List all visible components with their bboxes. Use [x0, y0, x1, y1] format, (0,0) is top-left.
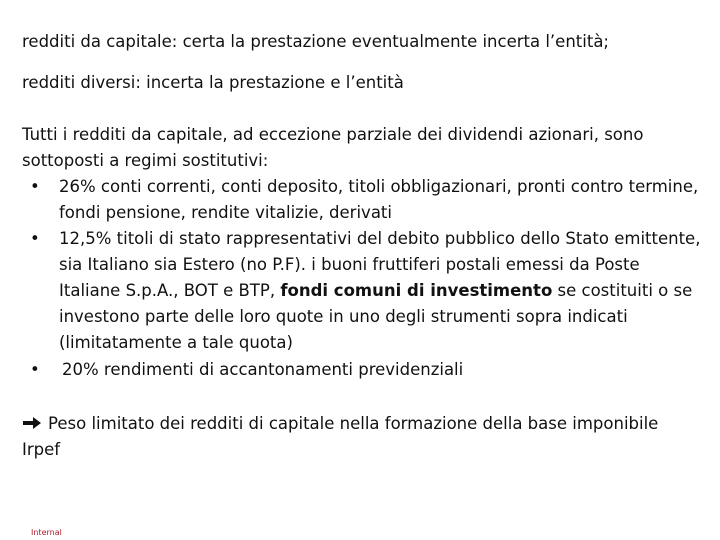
paragraph-intro-line-1: Tutti i redditi da capitale, ad eccezione parziale dei dividendi azionari, sono — [22, 125, 644, 144]
paragraph-intro — [22, 122, 643, 174]
list-item-text: 20% rendimenti di accantonamenti previdenziali — [62, 360, 464, 379]
list-item-text-part: se costituiti o se investono parte delle loro quote in uno degli strumenti sopra indicati (limitatamente a tale quota) — [59, 281, 693, 352]
text-line-redditi-diversi: redditi diversi: incerta la prestazione e l’entità — [22, 73, 404, 92]
bullet-icon: • — [30, 177, 40, 196]
list-item — [22, 357, 702, 383]
list-item-text — [59, 226, 702, 356]
list-item — [22, 226, 702, 356]
paragraph-intro-line-2: sottoposti a regimi sostitutivi: — [22, 151, 269, 170]
list-item — [22, 174, 702, 226]
footer-classification-label: Internal — [31, 528, 62, 537]
conclusion-label: Peso limitato dei redditi di capitale nella formazione della base imponibile Irpef — [22, 414, 659, 459]
text-line-redditi-capitale: redditi da capitale: certa la prestazione eventualmente incerta l’entità; — [22, 32, 609, 51]
list-item-text-part: 12,5% titoli di stato rappresentativi del debito pubblico dello Stato emittente, sia Italiano sia Estero (no P.F). i buoni fruttiferi postali emessi da Poste Italiane S.p.A., BOT e BTP, — [59, 229, 701, 300]
bullet-icon: • — [30, 229, 40, 248]
list-item-bold-text: fondi comuni di investimento — [280, 281, 553, 300]
bullet-icon: • — [30, 360, 40, 379]
conclusion-text — [22, 411, 662, 463]
right-arrow-icon — [22, 416, 42, 430]
list-item-text: 26% conti correnti, conti deposito, titoli obbligazionari, pronti contro termine, fondi pensione, rendite vitalizie, derivati — [59, 177, 699, 222]
